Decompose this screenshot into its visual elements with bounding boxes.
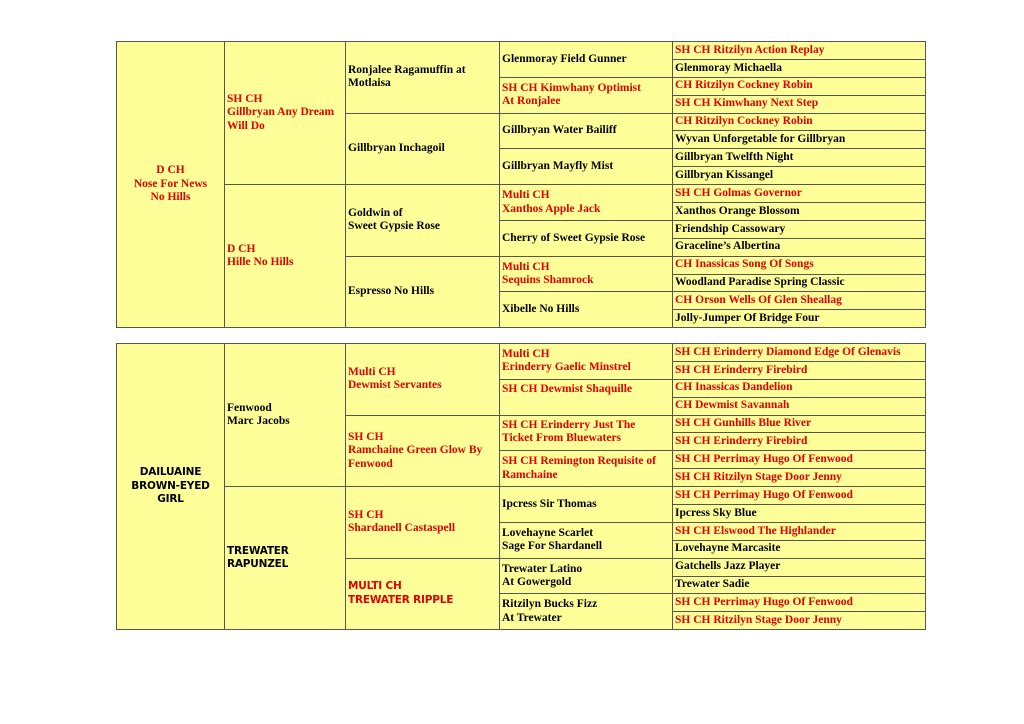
sire-sire: Ronjalee Ragamuffin at Motlaisa: [346, 42, 500, 114]
dam: D CH Hille No Hills: [225, 185, 346, 328]
gen4-cell: SH CH Erinderry Just The Ticket From Bluewaters: [500, 415, 673, 451]
gen4-cell: Xibelle No Hills: [500, 292, 673, 328]
gen5-cell: Graceline’s Albertina: [673, 238, 926, 256]
gen5-cell: Wyvan Unforgetable for Gillbryan: [673, 131, 926, 149]
gen5-cell: Gillbryan Twelfth Night: [673, 149, 926, 167]
dam-sire: SH CH Shardanell Castaspell: [346, 487, 500, 559]
gen5-cell: SH CH Erinderry Firebird: [673, 361, 926, 379]
gen4-cell: Multi CH Erinderry Gaelic Minstrel: [500, 344, 673, 380]
gen4-cell: Gillbryan Mayfly Mist: [500, 149, 673, 185]
gen5-cell: CH Inassicas Song Of Songs: [673, 256, 926, 274]
gen4-cell: SH CH Kimwhany Optimist At Ronjalee: [500, 77, 673, 113]
gen5-cell: Trewater Sadie: [673, 576, 926, 594]
gen5-cell: SH CH Erinderry Firebird: [673, 433, 926, 451]
gen5-cell: CH Orson Wells Of Glen Sheallag: [673, 292, 926, 310]
gen5-cell: SH CH Golmas Governor: [673, 185, 926, 203]
sire: Fenwood Marc Jacobs: [225, 344, 346, 487]
gen5-cell: CH Ritzilyn Cockney Robin: [673, 113, 926, 131]
pedigree-table-2: [116, 343, 926, 630]
pedigree-table-1: [116, 41, 926, 328]
gen4-cell: SH CH Dewmist Shaquille: [500, 379, 673, 415]
gen4-cell: Ritzilyn Bucks Fizz At Trewater: [500, 594, 673, 630]
gen4-cell: Ipcress Sir Thomas: [500, 487, 673, 523]
gen5-cell: CH Ritzilyn Cockney Robin: [673, 77, 926, 95]
gen4-cell: Cherry of Sweet Gypsie Rose: [500, 220, 673, 256]
gen5-cell: SH CH Ritzilyn Stage Door Jenny: [673, 612, 926, 630]
gen5-cell: Lovehayne Marcasite: [673, 540, 926, 558]
dam-dam: Espresso No Hills: [346, 256, 500, 328]
gen5-cell: SH CH Perrimay Hugo Of Fenwood: [673, 594, 926, 612]
gen5-cell: Gillbryan Kissangel: [673, 167, 926, 185]
gen4-cell: Glenmoray Field Gunner: [500, 42, 673, 78]
sire-sire: Multi CH Dewmist Servantes: [346, 344, 500, 416]
gen5-cell: SH CH Kimwhany Next Step: [673, 95, 926, 113]
gen4-cell: Lovehayne Scarlet Sage For Shardanell: [500, 522, 673, 558]
gen4-cell: SH CH Remington Requisite of Ramchaine: [500, 451, 673, 487]
gen5-cell: CH Dewmist Savannah: [673, 397, 926, 415]
gen4-cell: Trewater Latino At Gowergold: [500, 558, 673, 594]
gen5-cell: Woodland Paradise Spring Classic: [673, 274, 926, 292]
gen5-cell: Glenmoray Michaella: [673, 59, 926, 77]
gen5-cell: Jolly-Jumper Of Bridge Four: [673, 310, 926, 328]
sire: SH CH Gillbryan Any Dream Will Do: [225, 42, 346, 185]
gen5-cell: Gatchells Jazz Player: [673, 558, 926, 576]
gen4-cell: Multi CH Xanthos Apple Jack: [500, 185, 673, 221]
sire-dam: SH CH Ramchaine Green Glow By Fenwood: [346, 415, 500, 487]
dam-sire: Goldwin of Sweet Gypsie Rose: [346, 185, 500, 257]
gen4-cell: Gillbryan Water Bailiff: [500, 113, 673, 149]
gen5-cell: SH CH Perrimay Hugo Of Fenwood: [673, 487, 926, 505]
gen5-cell: Friendship Cassowary: [673, 220, 926, 238]
gen5-cell: Xanthos Orange Blossom: [673, 203, 926, 221]
gen5-cell: SH CH Erinderry Diamond Edge Of Glenavis: [673, 344, 926, 362]
gen5-cell: SH CH Gunhills Blue River: [673, 415, 926, 433]
gen5-cell: SH CH Ritzilyn Action Replay: [673, 42, 926, 60]
gen5-cell: SH CH Perrimay Hugo Of Fenwood: [673, 451, 926, 469]
subject-dog: DAILUAINE BROWN-EYED GIRL: [117, 344, 225, 630]
gen5-cell: SH CH Elswood The Highlander: [673, 522, 926, 540]
subject-dog: D CH Nose For News No Hills: [117, 42, 225, 328]
gen4-cell: Multi CH Sequins Shamrock: [500, 256, 673, 292]
dam-dam: MULTI CH TREWATER RIPPLE: [346, 558, 500, 630]
sire-dam: Gillbryan Inchagoil: [346, 113, 500, 185]
gen5-cell: Ipcress Sky Blue: [673, 505, 926, 523]
gen5-cell: CH Inassicas Dandelion: [673, 379, 926, 397]
dam: TREWATER RAPUNZEL: [225, 487, 346, 630]
gen5-cell: SH CH Ritzilyn Stage Door Jenny: [673, 469, 926, 487]
